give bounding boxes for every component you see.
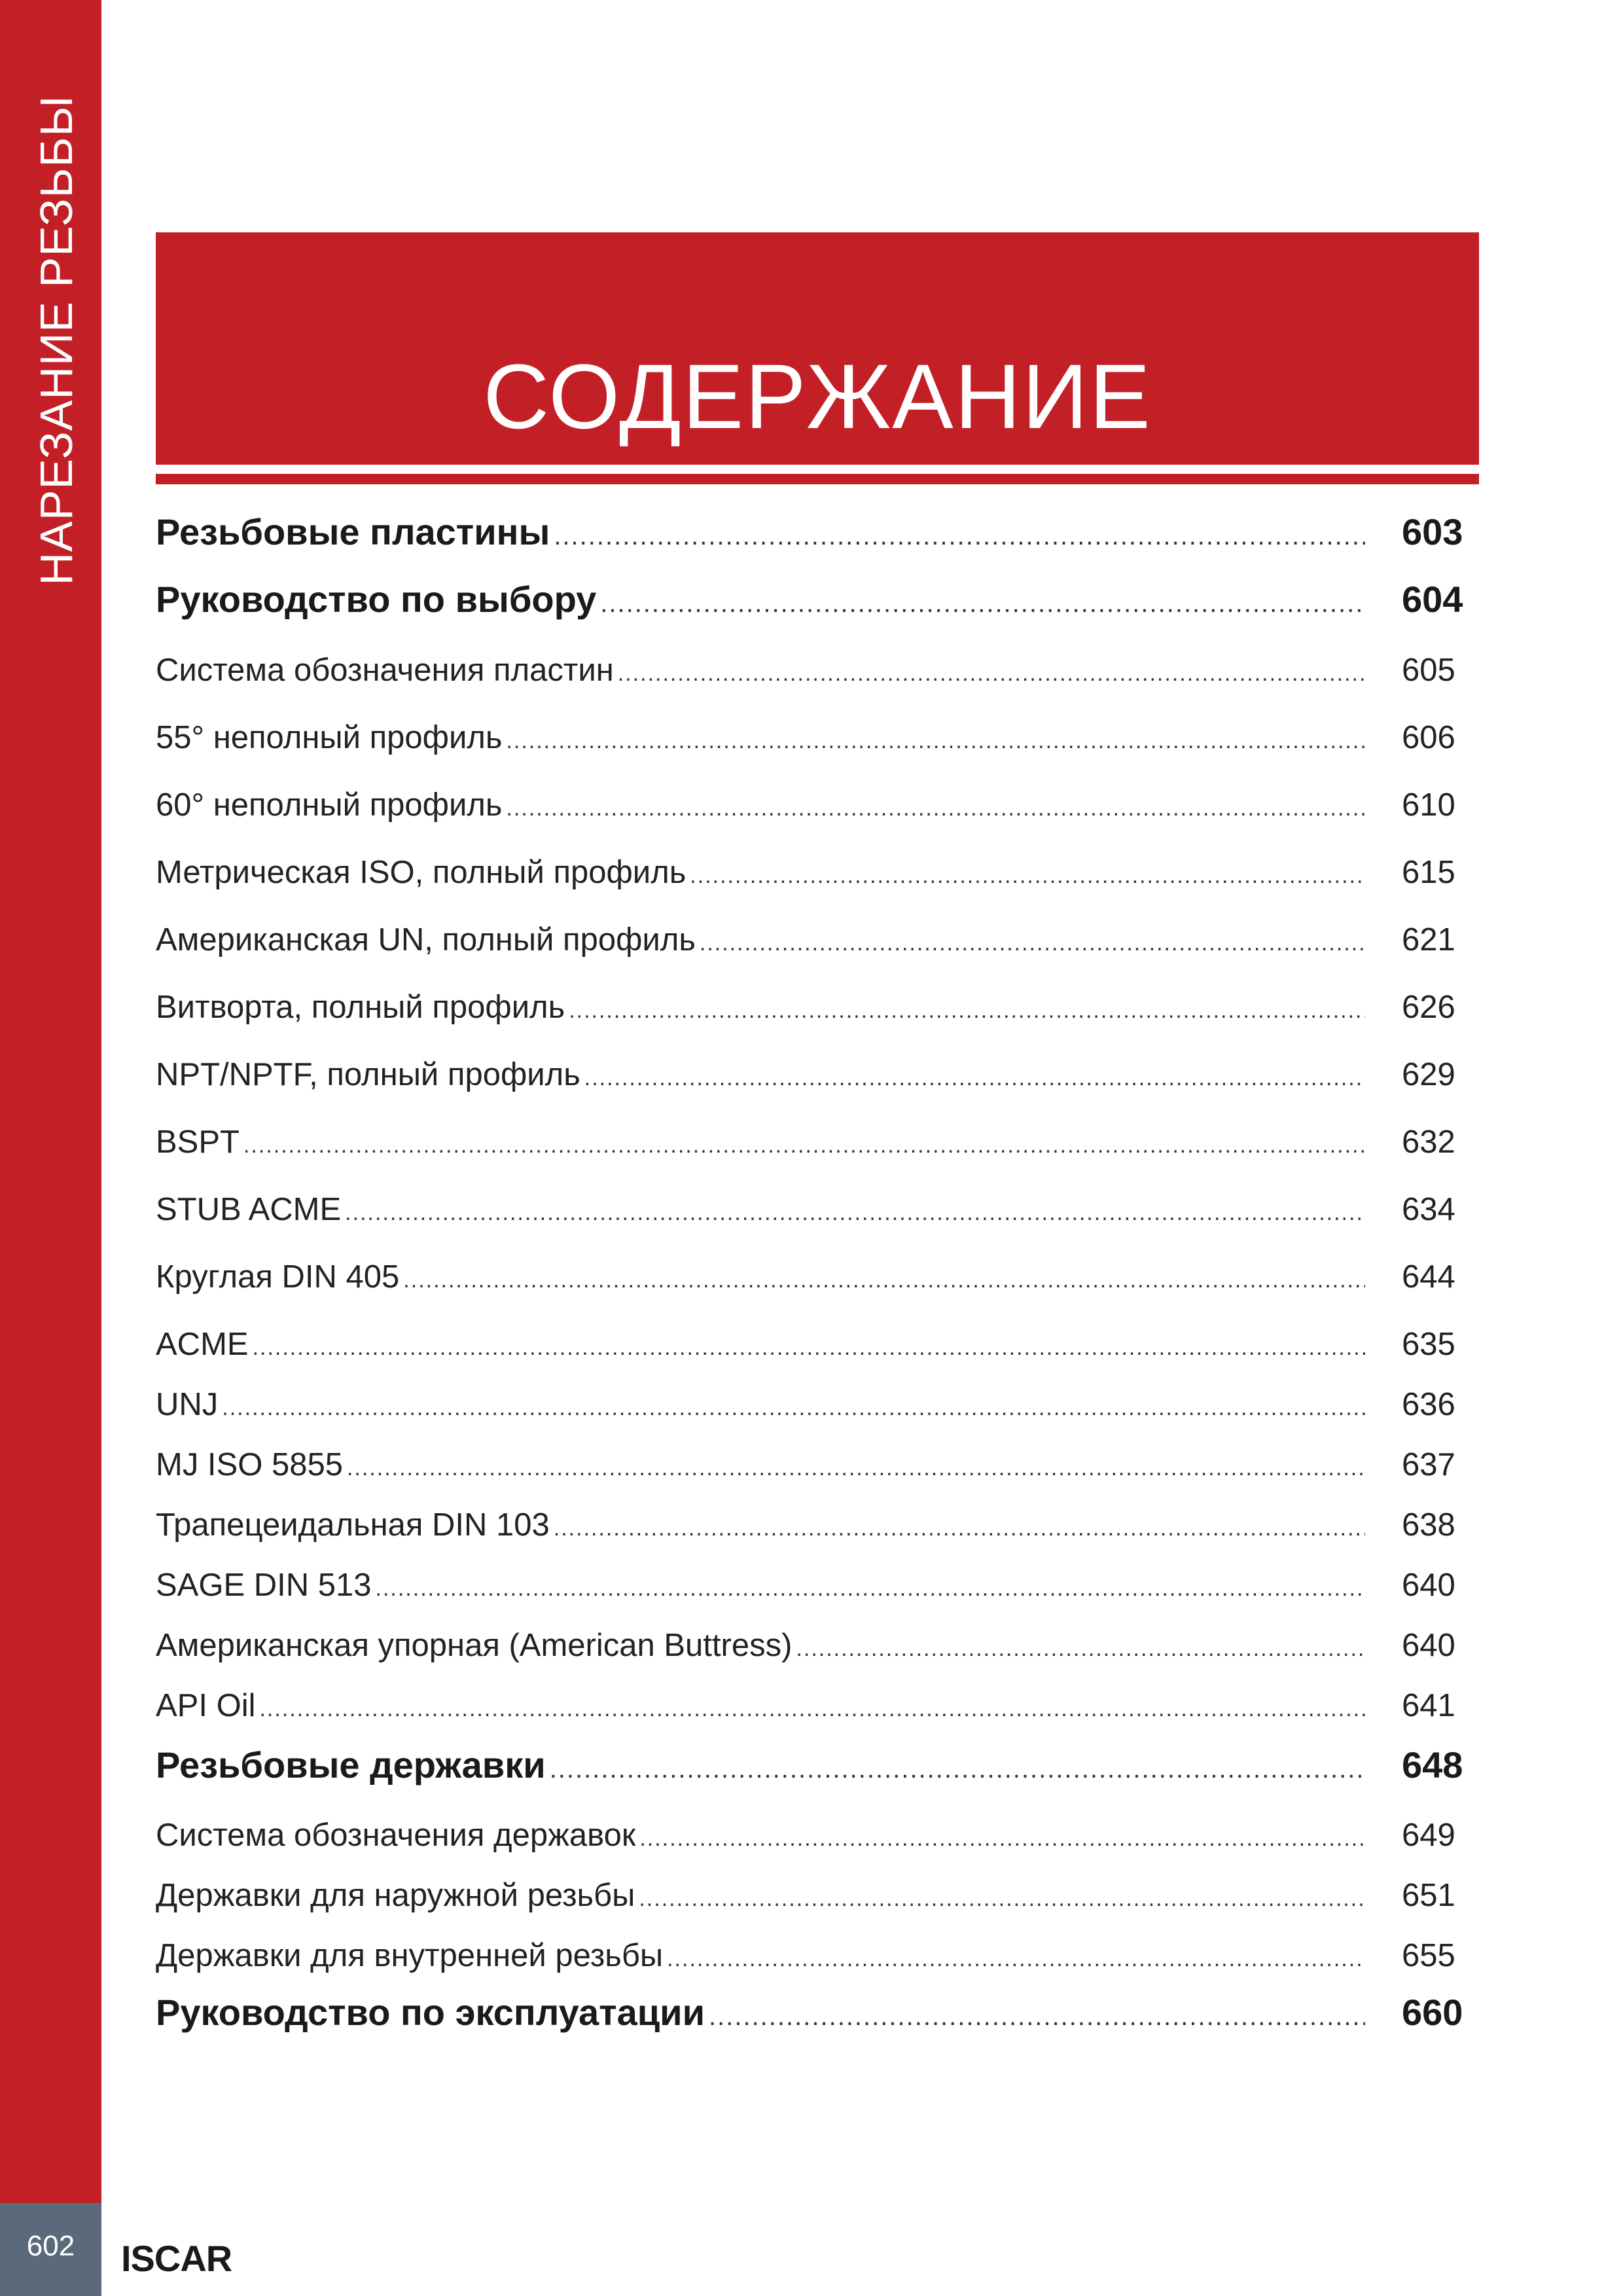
toc-leader — [403, 1268, 1365, 1293]
toc-row[interactable] — [156, 578, 1479, 620]
toc-row[interactable] — [156, 1446, 1479, 1483]
toc-leader — [345, 1200, 1365, 1226]
toc-leader — [243, 1133, 1365, 1158]
toc-leader — [618, 661, 1365, 687]
toc-leader — [376, 1576, 1365, 1602]
toc-leader — [639, 1826, 1365, 1852]
toc-row[interactable] — [156, 1877, 1479, 1914]
toc-row[interactable] — [156, 1124, 1479, 1160]
toc-page-number: 655 — [1402, 1938, 1455, 1973]
toc-page-number: 640 — [1402, 1628, 1455, 1663]
toc-label: 55° неполный профиль — [156, 720, 503, 755]
toc-page-number: 615 — [1402, 855, 1455, 890]
toc-page-number: 649 — [1402, 1818, 1455, 1853]
toc-label: MJ ISO 5855 — [156, 1447, 343, 1482]
toc-page-number: 604 — [1402, 579, 1463, 620]
toc-page-number: 621 — [1402, 922, 1455, 958]
toc-page-number: 648 — [1402, 1744, 1463, 1785]
header-banner — [156, 232, 1479, 465]
toc-leader — [639, 1886, 1365, 1912]
toc-row[interactable] — [156, 989, 1479, 1026]
toc-row[interactable] — [156, 1817, 1479, 1854]
toc-leader — [700, 931, 1365, 956]
toc-label: Руководство по эксплуатации — [156, 1992, 705, 2033]
toc-label: Круглая DIN 405 — [156, 1259, 400, 1295]
toc-label: Система обозначения пластин — [156, 653, 614, 688]
page-number: 602 — [26, 2230, 75, 2262]
toc-page-number: 606 — [1402, 720, 1455, 755]
toc-label: NPT/NPTF, полный профиль — [156, 1057, 580, 1092]
toc-row[interactable] — [156, 1687, 1479, 1724]
toc-label: Державки для наружной резьбы — [156, 1878, 635, 1913]
toc-label: STUB ACME — [156, 1192, 342, 1227]
toc-row[interactable] — [156, 1259, 1479, 1295]
toc-leader — [667, 1946, 1365, 1972]
toc-leader — [569, 998, 1365, 1024]
toc-leader — [550, 1755, 1365, 1784]
toc-page-number: 610 — [1402, 787, 1455, 823]
toc-label: Американская UN, полный профиль — [156, 922, 696, 958]
toc-row[interactable] — [156, 1937, 1479, 1974]
toc-leader — [259, 1696, 1365, 1722]
toc-label: 60° неполный профиль — [156, 787, 503, 823]
page-number-box — [0, 2203, 101, 2296]
toc-row[interactable] — [156, 1991, 1479, 2034]
toc-leader — [554, 522, 1365, 551]
toc-leader — [709, 2002, 1365, 2032]
toc-page-number: 651 — [1402, 1878, 1455, 1913]
toc-label: Трапецеидальная DIN 103 — [156, 1507, 550, 1543]
toc-page-number: 660 — [1402, 1992, 1463, 2033]
toc-page-number: 640 — [1402, 1568, 1455, 1603]
toc-row[interactable] — [156, 1326, 1479, 1363]
toc-page-number: 637 — [1402, 1447, 1455, 1482]
toc-label: Американская упорная (American Buttress) — [156, 1628, 793, 1663]
toc-label: Метрическая ISO, полный профиль — [156, 855, 687, 890]
toc-label: Резьбовые пластины — [156, 511, 550, 552]
toc-page-number: 636 — [1402, 1387, 1455, 1422]
toc-label: BSPT — [156, 1124, 240, 1160]
toc-label: API Oil — [156, 1688, 256, 1723]
toc-row[interactable] — [156, 1191, 1479, 1228]
toc-leader — [347, 1456, 1365, 1481]
toc-label: Система обозначения державок — [156, 1818, 636, 1853]
toc-leader — [506, 796, 1365, 821]
toc-page-number: 632 — [1402, 1124, 1455, 1160]
side-bar — [0, 0, 101, 2203]
toc-page-number: 603 — [1402, 511, 1463, 552]
toc-page-number: 626 — [1402, 990, 1455, 1025]
toc-row[interactable] — [156, 1507, 1479, 1543]
toc-row[interactable] — [156, 1386, 1479, 1423]
toc-leader — [222, 1395, 1365, 1421]
toc-label: Руководство по выбору — [156, 579, 597, 620]
toc-row[interactable] — [156, 511, 1479, 553]
toc-leader — [600, 589, 1365, 619]
toc-row[interactable] — [156, 854, 1479, 891]
toc-leader — [796, 1636, 1365, 1662]
toc-label: SAGE DIN 513 — [156, 1568, 372, 1603]
toc-leader — [554, 1516, 1365, 1541]
toc-leader — [253, 1335, 1365, 1361]
toc-row[interactable] — [156, 1744, 1479, 1786]
page-title: СОДЕРЖАНИЕ — [483, 345, 1152, 448]
toc-page-number: 641 — [1402, 1688, 1455, 1723]
toc-row[interactable] — [156, 1627, 1479, 1664]
toc-row[interactable] — [156, 1567, 1479, 1604]
toc-page-number: 638 — [1402, 1507, 1455, 1543]
toc-label: Державки для внутренней резьбы — [156, 1938, 664, 1973]
toc-page-number: 605 — [1402, 653, 1455, 688]
header-divider — [156, 474, 1479, 484]
toc-page-number: 629 — [1402, 1057, 1455, 1092]
toc-label: Витворта, полный профиль — [156, 990, 565, 1025]
toc-label: UNJ — [156, 1387, 219, 1422]
toc-page-number: 644 — [1402, 1259, 1455, 1295]
toc-row[interactable] — [156, 1056, 1479, 1093]
toc-row[interactable] — [156, 922, 1479, 958]
toc-row[interactable] — [156, 652, 1479, 689]
toc-page-number: 634 — [1402, 1192, 1455, 1227]
toc-page-number: 635 — [1402, 1327, 1455, 1362]
toc-label: ACME — [156, 1327, 249, 1362]
toc-leader — [584, 1066, 1365, 1091]
toc-label: Резьбовые державки — [156, 1744, 546, 1785]
brand-logo: ISCAR — [121, 2238, 232, 2279]
toc-row[interactable] — [156, 787, 1479, 823]
toc-leader — [506, 728, 1365, 754]
toc-leader — [690, 863, 1365, 889]
toc-row[interactable] — [156, 719, 1479, 756]
section-title-vertical: НАРЕЗАНИЕ РЕЗЬБЫ — [31, 95, 82, 586]
